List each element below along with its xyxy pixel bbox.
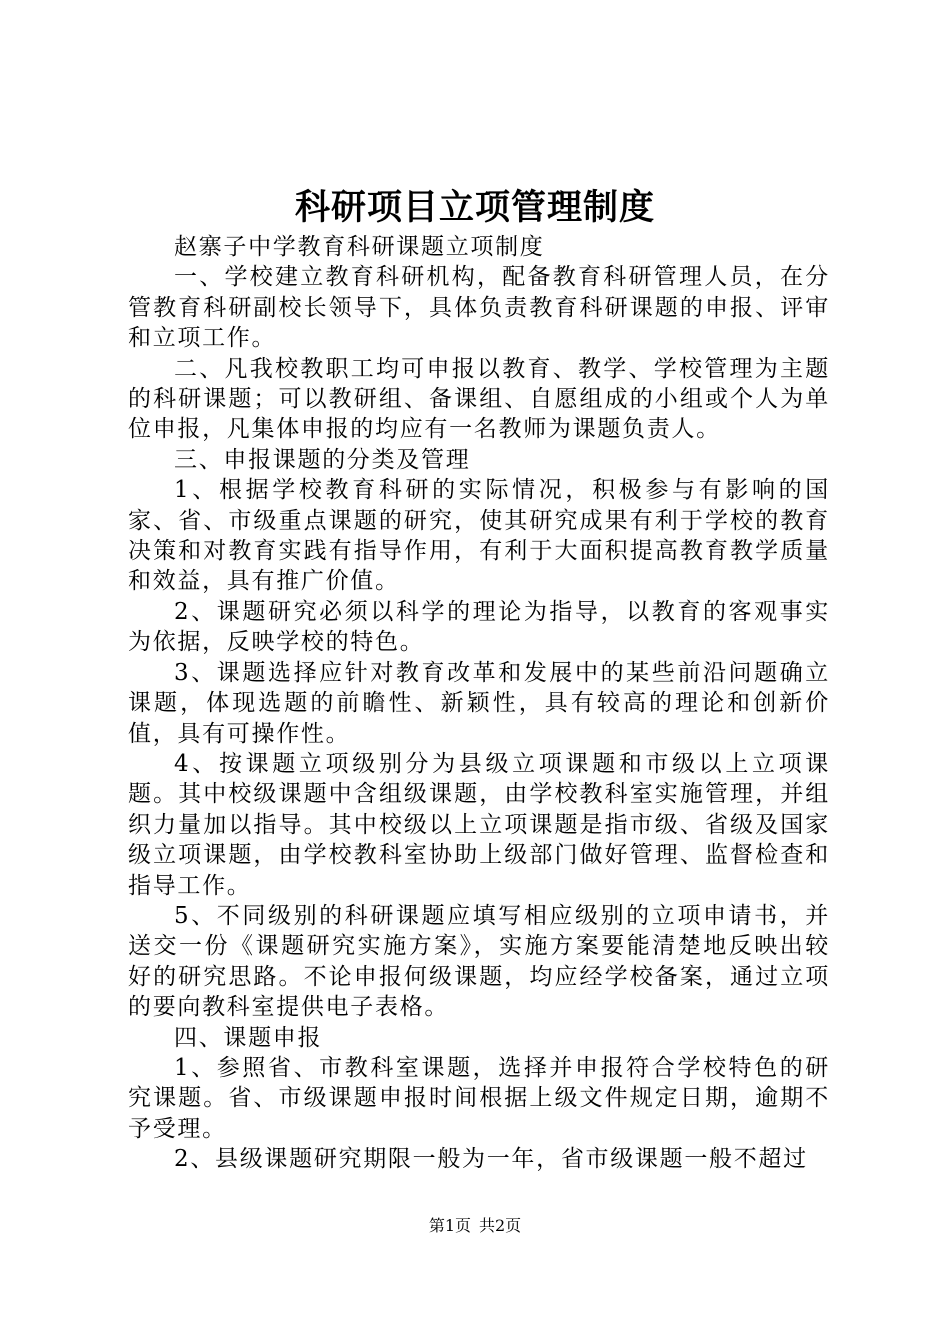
paragraph-section-4-heading: 四、课题申报 — [174, 1024, 323, 1051]
document-title: 科研项目立项管理制度 — [294, 188, 655, 228]
paragraph-item-4-1: 1、参照省、市教科室课题，选择并申报符合学校特色的研究课题。省、市级课题申报时间根据上级文件规定日期，逾期不予受理。 — [128, 1054, 830, 1142]
paragraph-item-3-5: 5、不同级别的科研课题应填写相应级别的立项申请书，并送交一份《课题研究实施方案》，实施方案要能清楚地反映出较好的研究思路。不论申报何级课题，均应经学校备案，通过立项的要向教科室提供电子表格。 — [128, 902, 830, 1021]
paragraph-section-1: 一、学校建立教育科研机构，配备教育科研管理人员，在分管教育科研副校长领导下，具体负责教育科研课题的申报、评审和立项工作。 — [128, 264, 830, 352]
paragraph-item-3-1: 1、根据学校教育科研的实际情况，积极参与有影响的国家、省、市级重点课题的研究，使其研究成果有利于学校的教育决策和对教育实践有指导作用，有利于大面积提高教育教学质量和效益，具有推广价值。 — [128, 477, 830, 595]
page-footer — [0, 1214, 950, 1238]
paragraph-subtitle: 赵寨子中学教育科研课题立项制度 — [174, 234, 545, 260]
paragraph-item-3-3: 3、课题选择应针对教育改革和发展中的某些前沿问题确立课题，体现选题的前瞻性、新颖性，具有较高的理论和创新价值，具有可操作性。 — [128, 659, 830, 747]
paragraph-item-3-2: 2、课题研究必须以科学的理论为指导，以教育的客观事实为依据，反映学校的特色。 — [128, 598, 830, 656]
paragraph-item-4-2: 2、县级课题研究期限一般为一年，省市级课题一般不超过 — [174, 1146, 808, 1173]
page-number: 第1页 — [428, 1216, 471, 1235]
paragraph-section-2: 二、凡我校教职工均可申报以教育、教学、学校管理为主题的科研课题；可以教研组、备课组、自愿组成的小组或个人为单位申报，凡集体申报的均应有一名教师为课题负责人。 — [128, 355, 830, 443]
page-total: 共2页 — [479, 1216, 522, 1235]
paragraph-item-3-4: 4、按课题立项级别分为县级立项课题和市级以上立项课题。其中校级课题中含组级课题，由学校教科室实施管理，并组织力量加以指导。其中校级以上立项课题是指市级、省级及国家级立项课题，由学校教科室协助上级部门做好管理、监督检查和指导工作。 — [128, 750, 830, 899]
document-body — [128, 232, 830, 1175]
paragraph-section-3-heading: 三、申报课题的分类及管理 — [174, 446, 471, 473]
